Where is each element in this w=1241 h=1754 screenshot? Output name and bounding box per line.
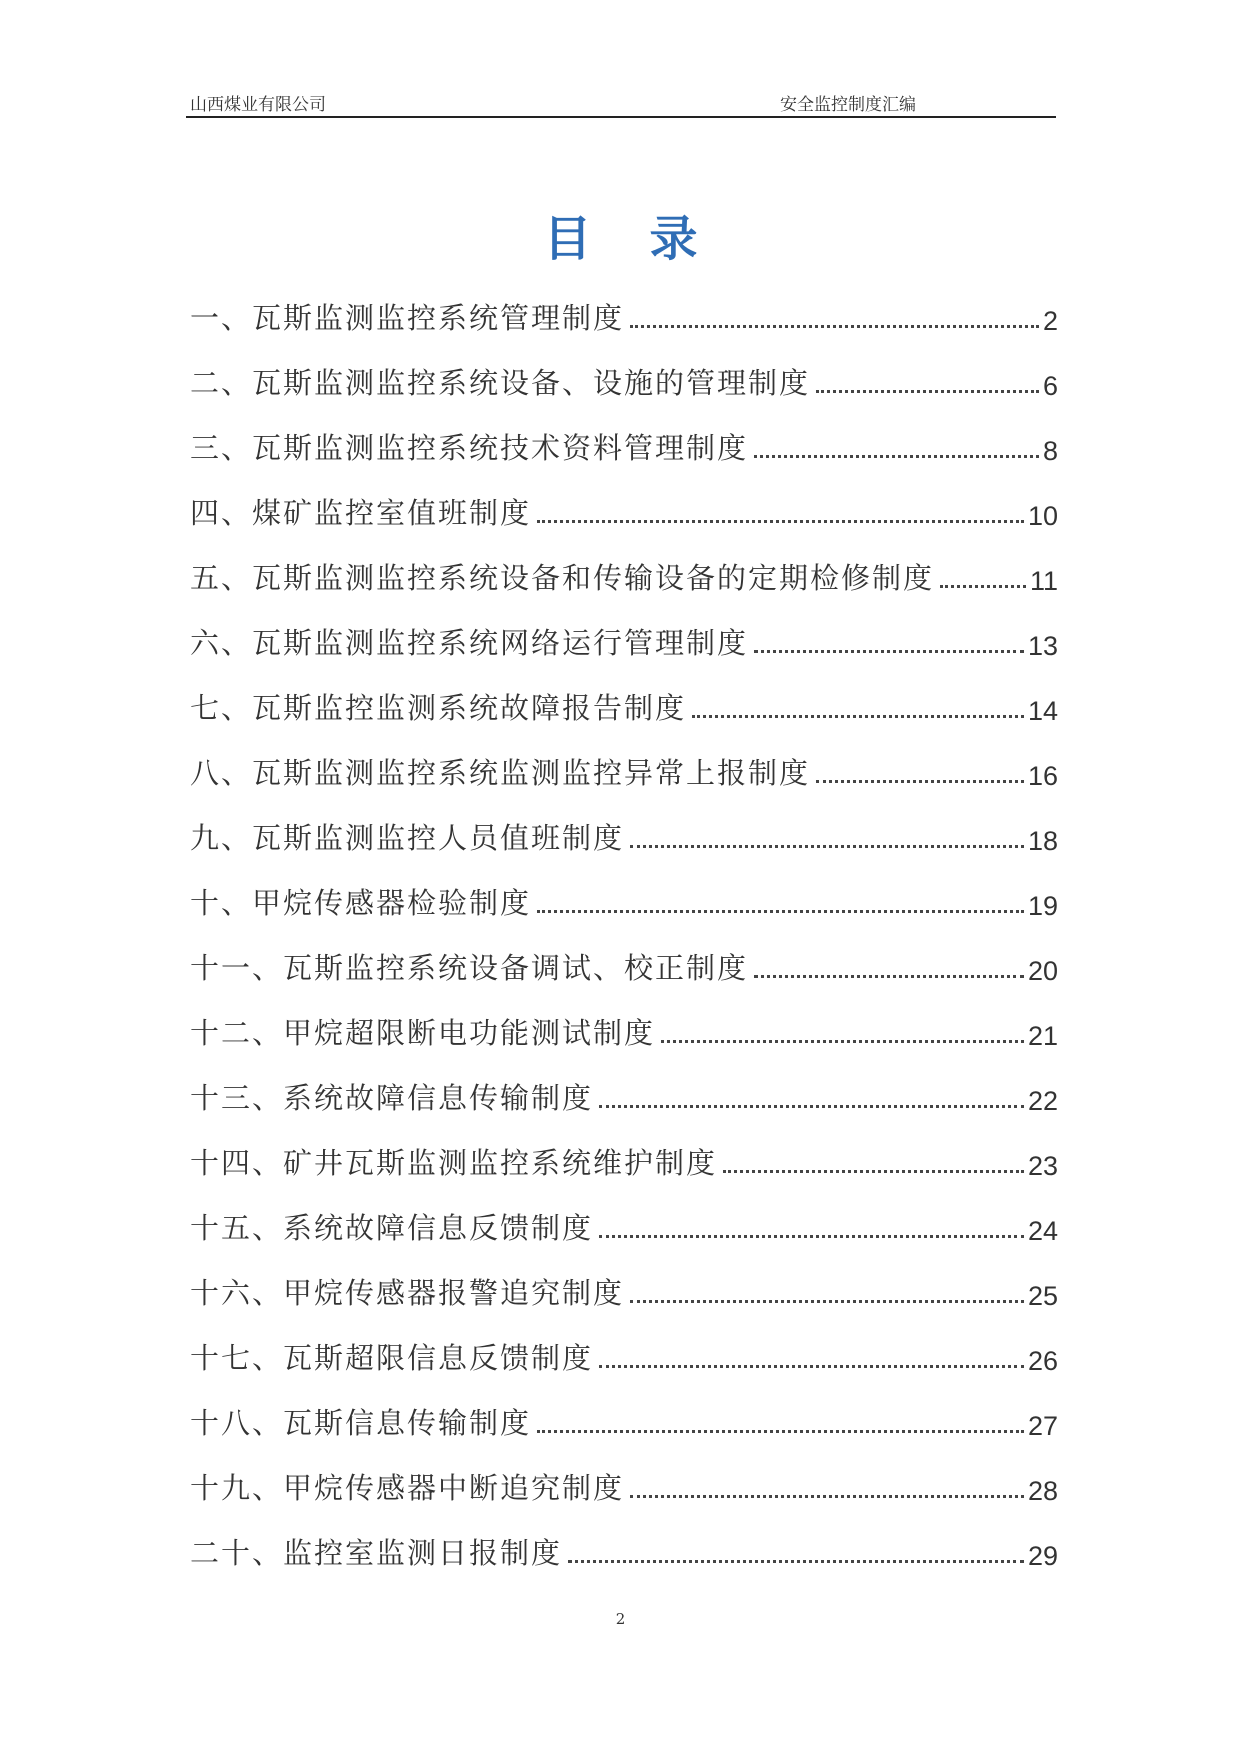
toc-dot-leader [754,455,1039,458]
toc-entry[interactable] [190,857,1058,922]
toc-dot-leader [630,325,1039,328]
toc-entry-page: 19 [1027,891,1058,921]
toc-entry-page: 28 [1027,1476,1058,1506]
header-document-title: 安全监控制度汇编 [780,95,916,115]
toc-dot-leader [630,1300,1024,1303]
toc-dot-leader [630,845,1024,848]
toc-dot-leader [692,715,1024,718]
toc-dot-leader [723,1170,1024,1173]
toc-dot-leader [816,390,1039,393]
toc-entry-page: 8 [1042,436,1058,466]
toc-entry-label: 十七、瓦斯超限信息反馈制度 [190,1341,594,1375]
toc-entry[interactable] [190,402,1058,467]
toc-entry[interactable] [190,1312,1058,1377]
toc-entry-label: 十、甲烷传感器检验制度 [190,886,532,920]
toc-entry-page: 21 [1027,1021,1058,1051]
toc-entry-page: 6 [1042,371,1058,401]
toc-entry[interactable] [190,1052,1058,1117]
toc-entry-label: 七、瓦斯监控监测系统故障报告制度 [190,691,687,725]
toc-entry-page: 26 [1027,1346,1058,1376]
header-company-name: 山西煤业有限公司 [190,95,326,115]
toc-entry[interactable] [190,1442,1058,1507]
toc-entry[interactable] [190,1247,1058,1312]
toc-title: 目录 [543,211,756,267]
toc-dot-leader [754,650,1024,653]
toc-entry-label: 六、瓦斯监测监控系统网络运行管理制度 [190,626,749,660]
toc-entry-page: 14 [1027,696,1058,726]
toc-entry-page: 22 [1027,1086,1058,1116]
toc-dot-leader [661,1040,1024,1043]
toc-entry-page: 10 [1027,501,1058,531]
toc-entry[interactable] [190,1117,1058,1182]
toc-entry[interactable] [190,532,1058,597]
toc-entry-page: 20 [1027,956,1058,986]
toc-entry-label: 四、煤矿监控室值班制度 [190,496,532,530]
toc-entry[interactable] [190,987,1058,1052]
toc-entry-label: 十三、系统故障信息传输制度 [190,1081,594,1115]
toc-dot-leader [630,1495,1024,1498]
toc-entry-page: 18 [1027,826,1058,856]
toc-entry-page: 29 [1027,1541,1058,1571]
toc-dot-leader [816,780,1024,783]
toc-entry-label: 一、瓦斯监测监控系统管理制度 [190,301,625,335]
toc-entry-label: 十九、甲烷传感器中断追究制度 [190,1471,625,1505]
toc-entry[interactable] [190,662,1058,727]
toc-entry-label: 十一、瓦斯监控系统设备调试、校正制度 [190,951,749,985]
toc-entry-page: 23 [1027,1151,1058,1181]
toc-entry-page: 2 [1042,306,1058,336]
toc-entry-label: 十二、甲烷超限断电功能测试制度 [190,1016,656,1050]
toc-entry[interactable] [190,1182,1058,1247]
toc-entry-label: 十六、甲烷传感器报警追究制度 [190,1276,625,1310]
toc-dot-leader [537,910,1024,913]
toc-entry-label: 三、瓦斯监测监控系统技术资料管理制度 [190,431,749,465]
toc-entry[interactable] [190,597,1058,662]
toc-entry-label: 十八、瓦斯信息传输制度 [190,1406,532,1440]
toc-entry[interactable] [190,922,1058,987]
toc-dot-leader [754,975,1024,978]
table-of-contents [190,272,1058,1572]
toc-entry-page: 27 [1027,1411,1058,1441]
toc-entry-page: 16 [1027,761,1058,791]
toc-entry[interactable] [190,1507,1058,1572]
toc-entry-label: 十五、系统故障信息反馈制度 [190,1211,594,1245]
toc-entry[interactable] [190,467,1058,532]
toc-entry[interactable] [190,727,1058,792]
toc-dot-leader [599,1365,1024,1368]
toc-dot-leader [940,585,1026,588]
toc-entry-page: 11 [1029,566,1058,596]
toc-entry-label: 二、瓦斯监测监控系统设备、设施的管理制度 [190,366,811,400]
toc-entry-page: 13 [1027,631,1058,661]
toc-entry-label: 八、瓦斯监测监控系统监测监控异常上报制度 [190,756,811,790]
toc-entry-page: 25 [1027,1281,1058,1311]
toc-dot-leader [568,1560,1024,1563]
toc-entry[interactable] [190,792,1058,857]
toc-entry-label: 五、瓦斯监测监控系统设备和传输设备的定期检修制度 [190,561,935,595]
toc-dot-leader [599,1105,1024,1108]
toc-entry-label: 二十、监控室监测日报制度 [190,1536,563,1570]
toc-dot-leader [537,520,1024,523]
toc-entry-label: 九、瓦斯监测监控人员值班制度 [190,821,625,855]
toc-entry-label: 十四、矿井瓦斯监测监控系统维护制度 [190,1146,718,1180]
page-header [186,86,1056,118]
toc-entry[interactable] [190,337,1058,402]
toc-entry-page: 24 [1027,1216,1058,1246]
toc-entry[interactable] [190,272,1058,337]
toc-dot-leader [537,1430,1024,1433]
toc-entry[interactable] [190,1377,1058,1442]
toc-dot-leader [599,1235,1024,1238]
page-number: 2 [615,1610,626,1628]
